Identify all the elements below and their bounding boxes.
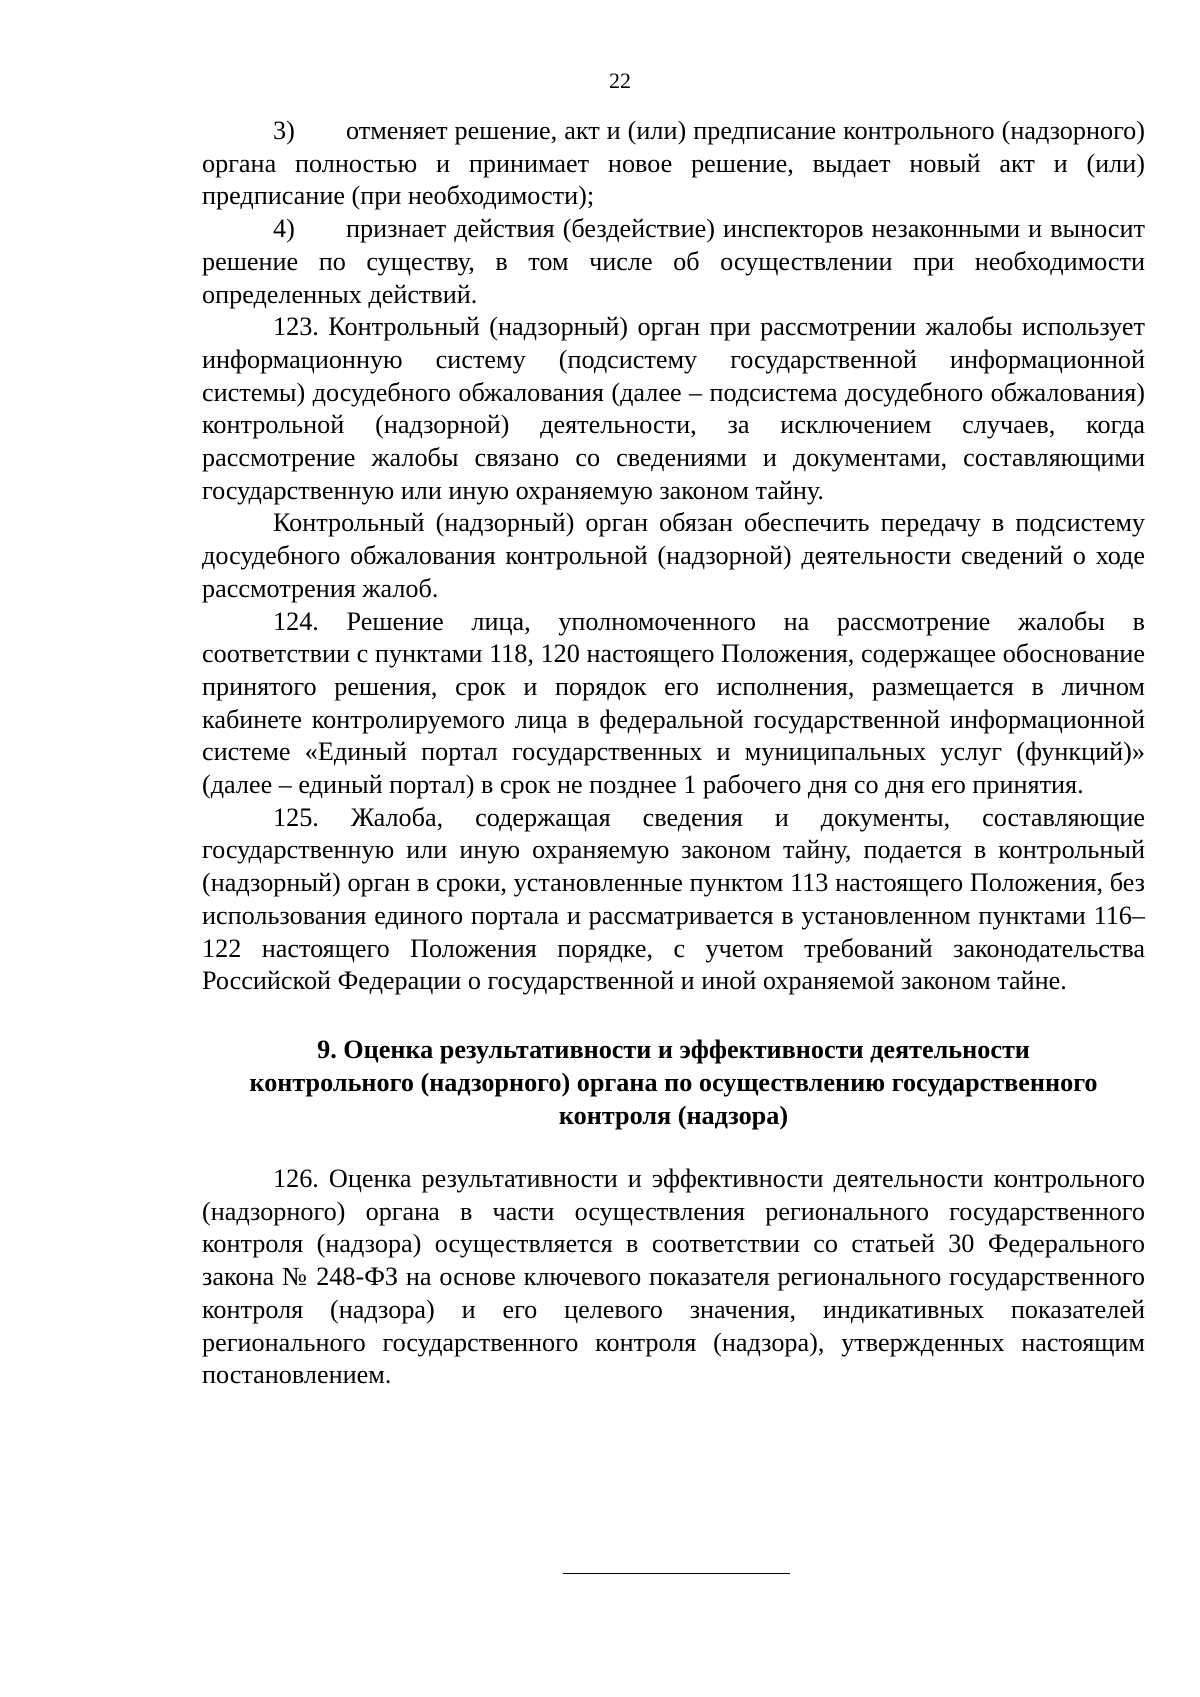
list-item-text: признает действия (бездействие) инспекторов незаконными и выносит решение по существу, в том числе об осуществлении при необходимости определенных действий. [202, 214, 1145, 309]
section-heading [202, 1033, 1145, 1132]
section-heading-line: контрольного (надзорного) органа по осуществлению государственного [249, 1067, 1098, 1097]
paragraph-126: 126. Оценка результативности и эффективности деятельности контрольного (надзорного) органа в части осуществления регионального государственного контроля (надзора) осуществляется в соответствии со статьей 30 Федерального закона № 248-ФЗ на основе ключевого показателя регионального государственного контроля (надзора) и его целевого значения, индикативных показателей регионального государственного контроля (надзора), утвержденных настоящим постановлением. [202, 1163, 1145, 1390]
paragraph-125: 125. Жалоба, содержащая сведения и документы, составляющие государственную или иную охраняемую законом тайну, подается в контрольный (надзорный) орган в сроки, установленные пунктом 113 настоящего Положения, без использования единого портала и рассматривается в установленном пунктами 116–122 настоящего Положения порядке, с учетом требований законодательства Российской Федерации о государственной и иной охраняемой законом тайне. [202, 802, 1145, 996]
list-item-number: 3) [273, 116, 295, 145]
paragraph-124: 124. Решение лица, уполномоченного на рассмотрение жалобы в соответствии с пунктами 118, 120 настоящего Положения, содержащее обоснование принятого решения, срок и порядок его исполнения, размещается в личном кабинете контролируемого лица в федеральной государственной информационной системе «Единый портал государственных и муниципальных услуг (функций)» (далее – единый портал) в срок не позднее 1 рабочего дня со дня его принятия. [202, 606, 1145, 800]
list-item-3 [202, 115, 1145, 213]
list-item-number: 4) [273, 214, 295, 244]
section-heading-line: 9. Оценка результативности и эффективности деятельности [317, 1034, 1030, 1064]
paragraph-123: 123. Контрольный (надзорный) орган при рассмотрении жалобы использует информационную систему (подсистему государственной информационной системы) досудебного обжалования (далее – подсистема досудебного обжалования) контрольной (надзорной) деятельности, за исключением случаев, когда рассмотрение жалобы связано со сведениями и документами, составляющими государственную или иную охраняемую законом тайну. [202, 312, 1145, 505]
page-number: 22 [609, 68, 631, 93]
document-body [202, 115, 1145, 1392]
end-of-text-rule [563, 1573, 790, 1574]
list-item-4 [202, 213, 1145, 311]
list-item-text: отменяет решение, акт и (или) предписание контрольного (надзорного) органа полностью и принимает новое решение, выдает новый акт и (или) предписание (при необходимости); [202, 116, 1145, 211]
paragraph-123-continuation: Контрольный (надзорный) орган обязан обеспечить передачу в подсистему досудебного обжалования контрольной (надзорной) деятельности сведений о ходе рассмотрения жалоб. [202, 508, 1145, 603]
section-heading-line: контроля (надзора) [558, 1100, 789, 1130]
